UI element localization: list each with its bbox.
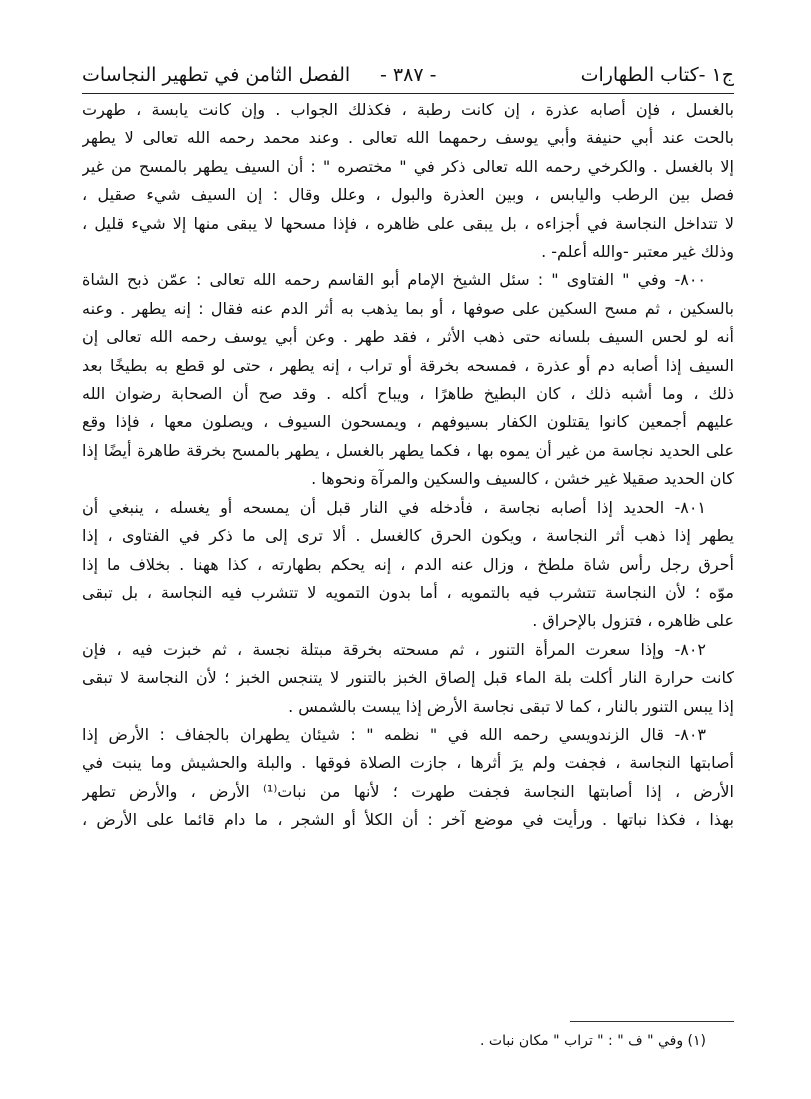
text-line: يطهر إذا ذهب أثر النجاسة ، ويكون الحرق كالغسل . ألا ترى إلى ما ذكر في الفتاوى ، إذا bbox=[82, 526, 734, 546]
text-line: إلا بالغسل . والكرخي رحمه الله تعالى ذكر في " مختصره " : أن السيف يطهر بالمسح من غير bbox=[82, 156, 734, 176]
header-volume-book: ج١ -كتاب الطهارات bbox=[580, 64, 734, 86]
text-line: لا تتداخل النجاسة في أجزاءه ، بل يبقى على ظاهره ، فإذا مسحها لا يبقى منها إلا شيء قليل ، bbox=[82, 213, 734, 233]
text-line: بالحت عند أبي حنيفة وأبي يوسف رحمهما الله تعالى . وعند محمد رحمه الله تعالى لا يطهر bbox=[82, 128, 734, 148]
text-line: بالسكين ، ثم مسح السكين على صوفها ، أو بما يذهب به أثر الدم عنه فقال : إنه يطهر . وعنه bbox=[82, 298, 734, 318]
paragraph-803 bbox=[82, 721, 734, 835]
header-divider bbox=[82, 93, 734, 94]
footnote-1: (١) وفي " ف " : " تراب " مكان نبات . bbox=[479, 1033, 706, 1049]
text-line: موّه ؛ لأن النجاسة تتشرب فيه بالتمويه ، أما بدون التمويه لا تتشرب فيه النجاسة ، بل تبقى bbox=[82, 582, 734, 602]
text-line: ٨٠٢- وإذا سعرت المرأة التنور ، ثم مسحته بخرقة مبتلة نجسة ، ثم خبزت فيه ، فإن bbox=[82, 639, 706, 659]
text-line: أصابتها النجاسة ، فجفت ولم يرَ أثرها ، جازت الصلاة فوقها . والبلة والحشيش وما ينبت في bbox=[82, 753, 734, 773]
text-line: ٨٠٣- قال الزندويسي رحمه الله في " نظمه " : شيئان يطهران بالجفاف : الأرض إذا bbox=[82, 724, 706, 744]
text-line: بالغسل ، فإن أصابه عذرة ، إن كانت رطبة ، فكذلك الجواب . وإن كانت يابسة ، طهرت bbox=[82, 100, 734, 119]
paragraph-802 bbox=[82, 636, 734, 721]
text-line: الأرض ، إذا أصابتها النجاسة فجفت طهرت ؛ لأنها من نبات⁽¹⁾ الأرض ، والأرض تطهر bbox=[82, 781, 734, 801]
running-header bbox=[82, 62, 734, 92]
text-line: بهذا ، فكذا نباتها . ورأيت في موضع آخر : أن الكلأ أو الشجر ، ما دام قائما على الأرض ، bbox=[82, 810, 734, 830]
text-line: إذا يبس التنور بالنار ، كما لا تبقى نجاسة الأرض إذا يبست بالشمس . bbox=[288, 696, 734, 716]
text-line: ٨٠١- الحديد إذا أصابه نجاسة ، فأدخله في النار قبل أن يمسحه أو يغسله ، ينبغي أن bbox=[82, 497, 706, 517]
header-chapter-title: الفصل الثامن في تطهير النجاسات bbox=[82, 64, 351, 86]
text-line: أنه لو لحس السيف بلسانه حتى ذهب الأثر ، فقد طهر . وعن أبي يوسف رحمه الله تعالى إن bbox=[82, 327, 734, 347]
text-line: ذلك ، وما أشبه ذلك ، كان البطيخ طاهرًا ، ويباح أكله . وقد صح أن الصحابة رضوان الله bbox=[82, 384, 734, 404]
text-line: على ظاهره ، فتزول بالإحراق . bbox=[532, 611, 734, 631]
text-line: فصل بين الرطب واليابس ، وبين العذرة والبول ، وعلل وقال : إن السيف شيء صقيل ، bbox=[82, 185, 734, 205]
page-number: - ٣٨٧ - bbox=[380, 64, 437, 86]
paragraph-continuation bbox=[82, 96, 734, 266]
text-line: وذلك غير معتبر -والله أعلم- . bbox=[541, 242, 734, 262]
text-line: كانت حرارة النار أكلت بلة الماء قبل إلصاق الخبز بالتنور لا يتنجس الخبز ؛ لأن النجاسة لا تبقى bbox=[82, 668, 734, 688]
paragraph-801 bbox=[82, 494, 734, 636]
paragraph-800 bbox=[82, 266, 734, 493]
text-line: كان الحديد صقيلا غير خشن ، كالسيف والسكين والمرآة ونحوها . bbox=[311, 469, 734, 489]
text-line: أحرق رجل رأس شاة ملطخ ، وزال عنه الدم ، إنه يحكم بطهارته ، كذا ههنا . بخلاف ما إذا bbox=[82, 554, 734, 574]
text-line: عليهم أجمعين كانوا يقتلون الكفار بسيوفهم ، ويمسحون السيوف ، ويصلون معها ، فإذا وقع bbox=[82, 412, 734, 432]
text-line: السيف إذا أصابه دم أو عذرة ، فمسحه بخرقة أو تراب ، إنه يطهر ، حتى لو قطع به بطيخًا بعد bbox=[82, 355, 734, 375]
footnote-divider bbox=[570, 1021, 734, 1022]
text-line: ٨٠٠- وفي " الفتاوى " : سئل الشيخ الإمام أبو القاسم رحمه الله تعالى : عمّن ذبح الشاة bbox=[82, 270, 706, 290]
page-body bbox=[82, 96, 734, 835]
text-line: على الحديد نجاسة من غير أن يموه بها ، فكما يطهر بالغسل ، يطهر بالمسح بخرقة طاهرة أيضًا إذا bbox=[82, 440, 734, 460]
